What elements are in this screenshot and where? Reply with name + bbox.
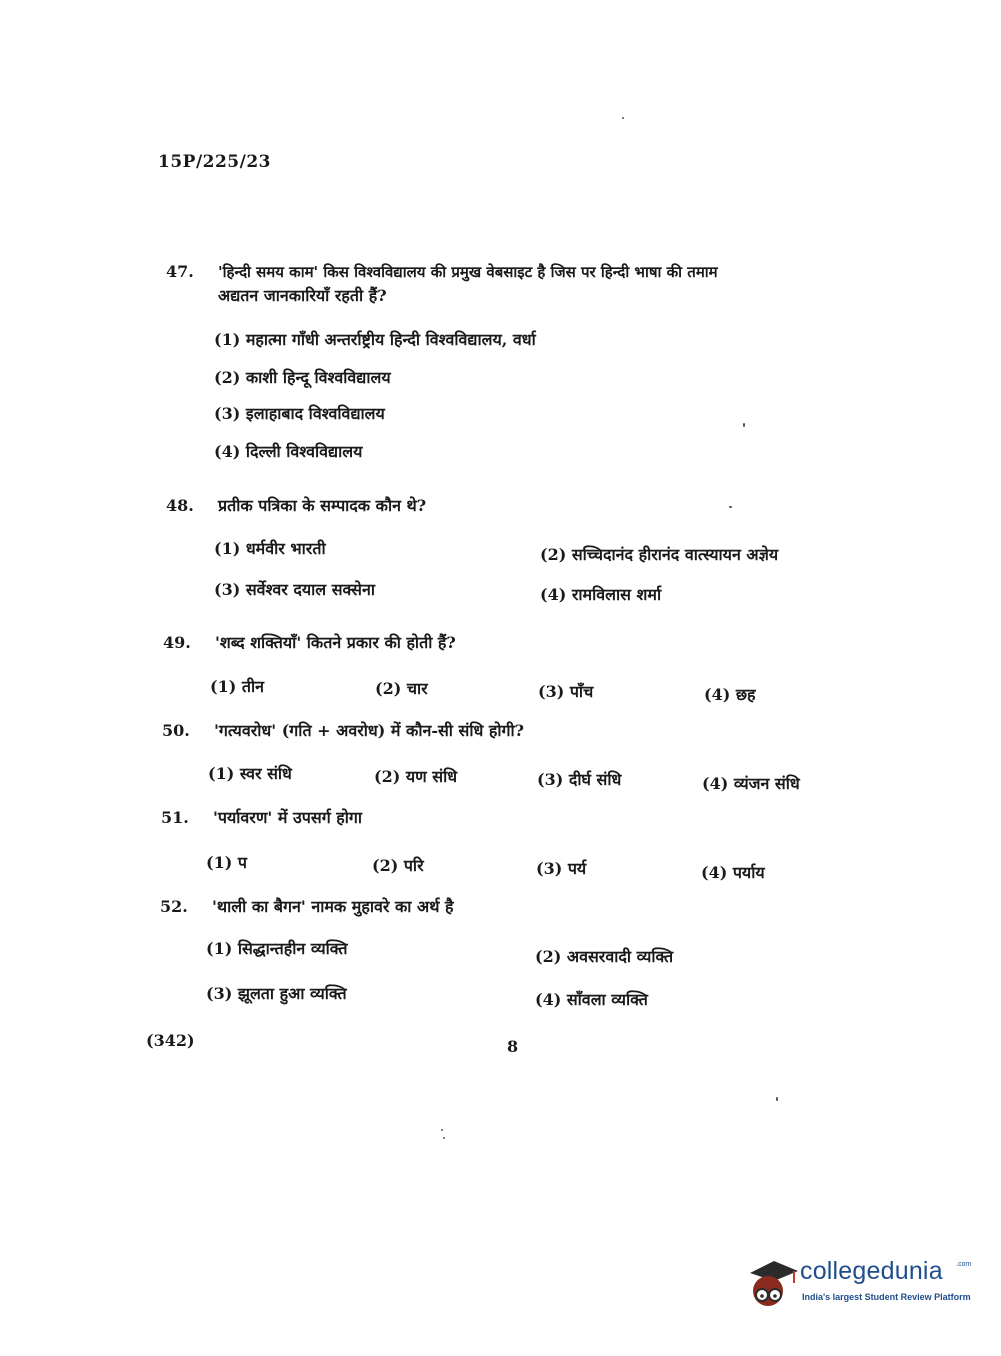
question-text: 'थाली का बैगन' नामक मुहावरे का अर्थ है xyxy=(212,897,454,916)
option: (4) पर्याय xyxy=(701,863,765,882)
option: (3) सर्वेश्वर दयाल सक्सेना xyxy=(214,580,375,599)
scan-speck xyxy=(443,1137,445,1139)
page-number: 8 xyxy=(507,1037,519,1056)
option: (2) अवसरवादी व्यक्ति xyxy=(535,947,674,966)
question-52 xyxy=(160,895,900,921)
brand-domain-suffix: .com xyxy=(956,1261,972,1268)
option: (3) पाँच xyxy=(538,682,594,701)
scan-speck xyxy=(743,423,745,427)
question-text: प्रतीक पत्रिका के सम्पादक कौन थे? xyxy=(218,496,427,515)
scan-speck xyxy=(441,1129,443,1131)
option: (1) तीन xyxy=(210,677,264,696)
question-text-line: 'हिन्दी समय काम' किस विश्वविद्यालय की प्रमुख वेबसाइट है जिस पर हिन्दी भाषा की तमाम xyxy=(218,263,718,281)
question-47 xyxy=(166,260,906,310)
option: (1) महात्मा गाँधी अन्तर्राष्ट्रीय हिन्दी विश्वविद्यालय, वर्धा xyxy=(214,330,536,349)
option: (4) व्यंजन संधि xyxy=(702,774,800,793)
option: (4) रामविलास शर्मा xyxy=(540,585,662,604)
option: (4) साँवला व्यक्ति xyxy=(535,990,648,1009)
paper-code: 15P/225/23 xyxy=(158,152,272,172)
option: (2) परि xyxy=(372,856,424,875)
scan-speck xyxy=(729,506,732,508)
question-49 xyxy=(163,631,903,657)
student-mascot-icon xyxy=(744,1255,800,1311)
option: (1) स्वर संधि xyxy=(208,764,292,783)
option: (4) दिल्ली विश्वविद्यालय xyxy=(214,442,363,461)
question-number: 50. xyxy=(162,721,190,740)
scan-speck xyxy=(776,1097,778,1101)
question-number: 49. xyxy=(163,633,191,652)
question-number: 48. xyxy=(166,496,194,515)
option: (3) झूलता हुआ व्यक्ति xyxy=(206,984,347,1003)
option: (3) पर्य xyxy=(536,859,587,878)
option: (2) सच्चिदानंद हीरानंद वात्स्यायन अज्ञेय xyxy=(540,545,779,564)
option: (1) प xyxy=(206,853,247,872)
question-text: 'गत्यवरोध' (गति + अवरोध) में कौन-सी संधि होगी? xyxy=(214,721,525,740)
question-number: 47. xyxy=(166,262,194,281)
brand-name: collegedunia xyxy=(800,1257,943,1285)
option: (1) सिद्धान्तहीन व्यक्ति xyxy=(206,939,348,958)
question-text: 'पर्यावरण' में उपसर्ग होगा xyxy=(213,808,363,827)
question-text: 'शब्द शक्तियाँ' कितने प्रकार की होती हैं? xyxy=(215,633,456,652)
question-text-line: अद्यतन जानकारियाँ रहती हैं? xyxy=(218,286,387,305)
question-48 xyxy=(166,494,906,520)
question-text xyxy=(218,260,718,308)
option: (2) काशी हिन्दू विश्वविद्यालय xyxy=(214,368,391,387)
option: (4) छह xyxy=(704,685,756,704)
option: (2) यण संधि xyxy=(374,767,458,786)
question-number: 51. xyxy=(161,808,189,827)
brand-tagline: India's largest Student Review Platform xyxy=(802,1292,971,1302)
option: (2) चार xyxy=(375,679,428,698)
question-51 xyxy=(161,806,901,832)
question-number: 52. xyxy=(160,897,188,916)
option: (3) इलाहाबाद विश्वविद्यालय xyxy=(214,404,385,423)
brand-logo xyxy=(744,1255,974,1315)
option: (1) धर्मवीर भारती xyxy=(214,539,326,558)
scan-speck xyxy=(622,117,624,119)
option: (3) दीर्घ संधि xyxy=(537,770,622,789)
question-50 xyxy=(162,719,902,745)
booklet-code: (342) xyxy=(146,1031,195,1050)
